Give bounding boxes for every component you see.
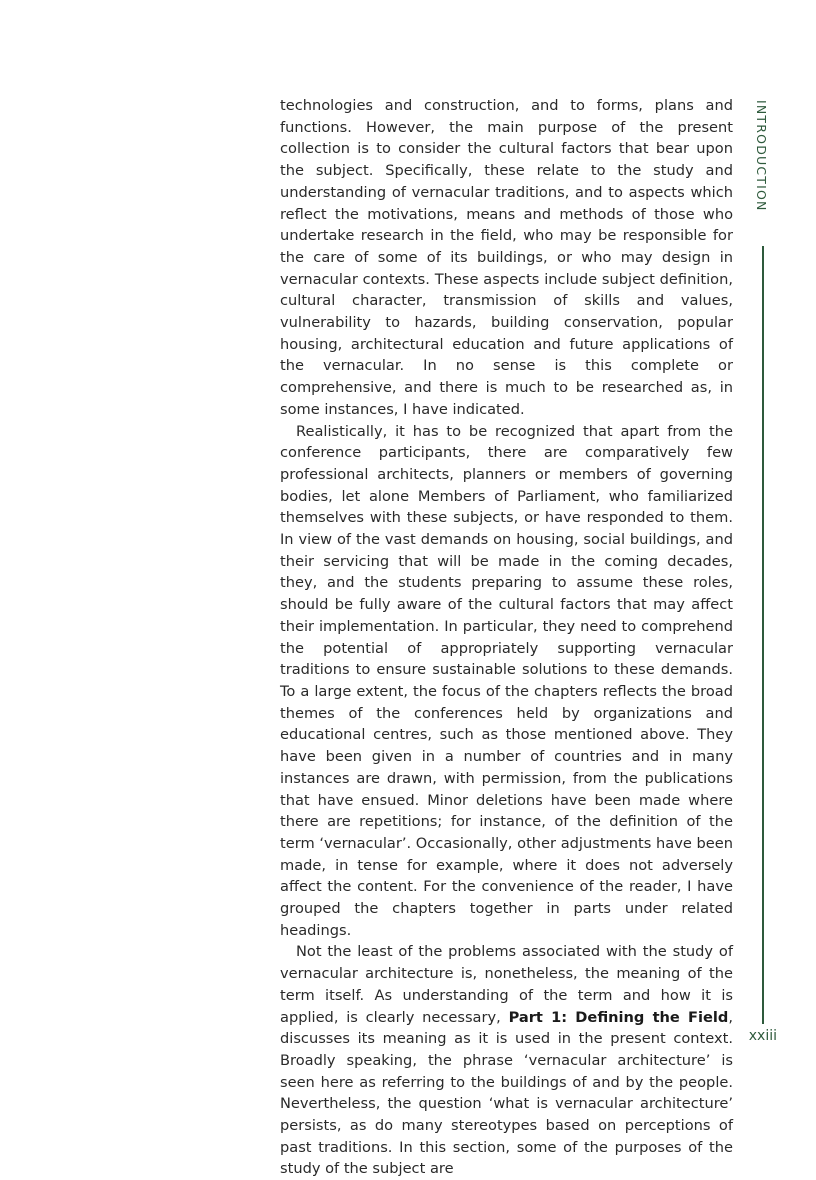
side-rule [762, 246, 764, 1024]
paragraph-1: technologies and construction, and to forms, plans and functions. However, the main purpose of the present collection is to consider the cultural factors that bear upon the subject. Specifically, these relate to the study and understanding of vernacular traditions, and to aspects which reflect the motivations, means and methods of those who undertake research in the field, who may be responsible for the care of some of its buildings, or who may design in vernacular contexts. These aspects include subject definition, cultural character, transmission of skills and values, vulnerability to hazards, building conservation, popular housing, architectural education and future applications of the vernacular. In no sense is this complete or comprehensive, and there is much to be researched as, in some instances, I have indicated. [280, 97, 733, 418]
running-head [754, 100, 772, 250]
paragraph-2: Realistically, it has to be recognized that apart from the conference participants, there are comparatively few professional architects, planners or members of governing bodies, let alone Members of Parliament, who familiarized themselves with these subjects, or have responded to them. In view of the vast demands on housing, social buildings, and their servicing that will be made in the coming decades, they, and the students preparing to assume these roles, should be fully aware of the cultural factors that may affect their implementation. In particular, they need to comprehend the potential of appropriately supporting vernacular traditions to ensure sustainable solutions to these demands. To a large extent, the focus of the chapters reflects the broad themes of the conferences held by organizations and educational centres, such as those mentioned above. They have been given in a number of countries and in many instances are drawn, with permission, from the publications that have ensued. Minor deletions have been made where there are repetitions; for instance, of the definition of the term ‘vernacular’. Occasionally, other adjustments have been made, in tense for example, where it does not adversely affect the content. For the convenience of the reader, I have grouped the chapters together in parts under related headings. [280, 422, 733, 939]
running-head-label: INTRODUCTION [754, 100, 769, 212]
paragraph-3-rest: , discusses its meaning as it is used in the present context. Broadly speaking, the phrase ‘vernacular architecture’ is seen here as referring to the buildings of and by the people. Nevertheless, the question ‘what is vernacular architecture’ persists, as do many stereotypes based on perceptions of past traditions. In this section, some of the purposes of the study of the subject are [280, 1008, 734, 1178]
paragraph-3 [280, 941, 733, 1180]
section-reference: Part 1: Defining the Field [508, 1008, 729, 1026]
paragraph-3-lead: Not the least of the problems associated with the study of vernacular architecture is, nonetheless, the meaning of the term itself. As understanding of the term and how it is applied, is clearly necessary, [280, 943, 733, 1026]
page-number: xxiii [748, 1028, 777, 1044]
body-text [280, 95, 733, 1180]
